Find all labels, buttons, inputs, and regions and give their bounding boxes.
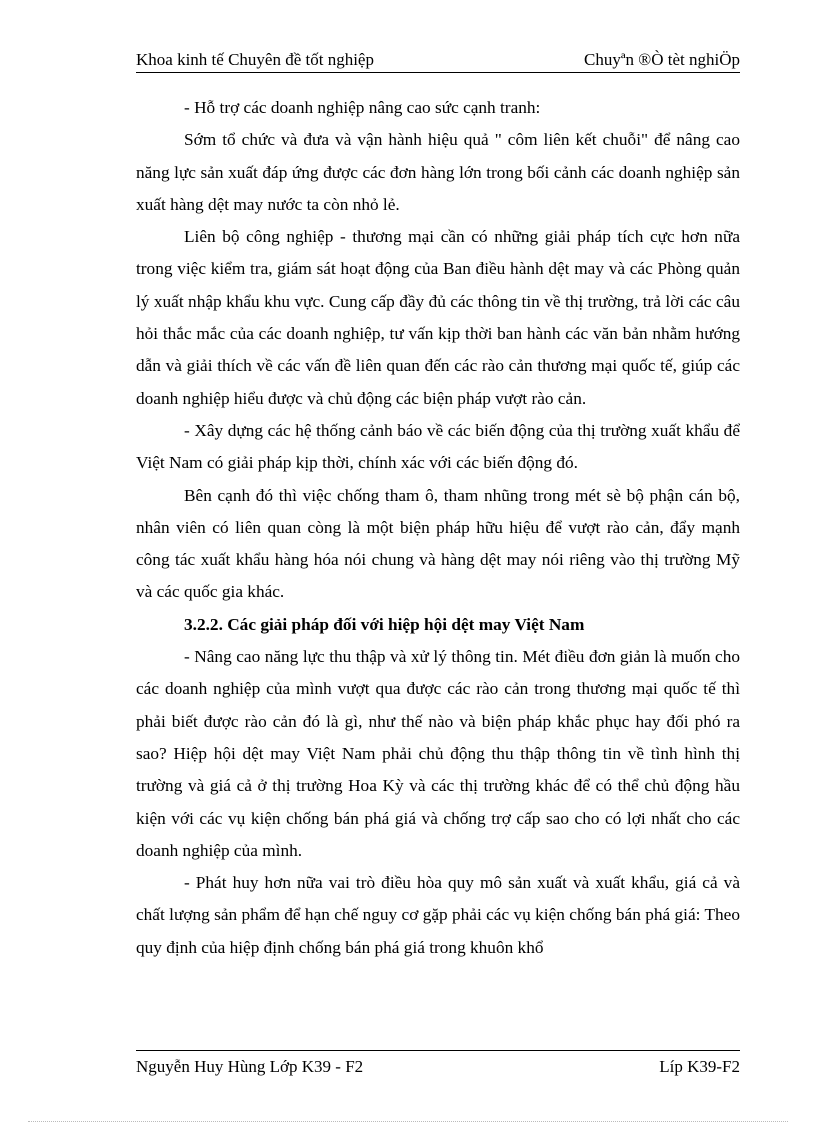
page-header <box>136 48 740 73</box>
header-right-text: Chuyªn ®Ò tèt nghiÖp <box>584 50 740 69</box>
document-body <box>136 92 740 964</box>
header-left-text: Khoa kinh tế Chuyên đề tốt nghiệp <box>136 50 374 69</box>
footer-right-text: Líp K39-F2 <box>659 1057 740 1076</box>
page-edge-divider <box>28 1121 788 1122</box>
paragraph: Bên cạnh đó thì việc chống tham ô, tham nhũng trong mét sè bộ phận cán bộ, nhân viên có liên quan còng là một biện pháp hữu hiệu để vượt rào cản, đẩy mạnh công tác xuất khẩu hàng hóa nói chung và hàng dệt may nói riêng vào thị trường Mỹ và các quốc gia khác. <box>136 485 740 602</box>
paragraph: Liên bộ công nghiệp - thương mại cần có những giải pháp tích cực hơn nữa trong việc kiểm tra, giám sát hoạt động của Ban điều hành dệt may và các Phòng quản lý xuất nhập khẩu khu vực. Cung cấp đầy đủ các thông tin về thị trường, trả lời các câu hỏi thắc mắc của các doanh nghiệp, tư vấn kịp thời ban hành các văn bản nhằm hướng dẫn và giải thích về các vấn đề liên quan đến các rào cản thương mại quốc tế, giúp các doanh nghiệp hiểu được và chủ động các biện pháp vượt rào cản. <box>136 227 740 408</box>
paragraph: - Nâng cao năng lực thu thập và xử lý thông tin. Mét điều đơn giản là muốn cho các doanh nghiệp của mình vượt qua được các rào cản trong thương mại quốc tế thì phải biết được rào cản đó là gì, như thế nào và biện pháp khắc phục hay đối phó ra sao? Hiệp hội dệt may Việt Nam phải chủ động thu thập thông tin về tình hình thị trường và giá cả ở thị trường Hoa Kỳ và các thị trường khác để có thể chủ động hầu kiện với các vụ kiện chống bán phá giá và chống trợ cấp sao cho có lợi nhất cho các doanh nghiệp của mình. <box>136 647 740 860</box>
page-footer <box>136 1050 740 1076</box>
paragraph: - Phát huy hơn nữa vai trò điều hòa quy mô sản xuất và xuất khẩu, giá cả và chất lượng sản phẩm để hạn chế nguy cơ gặp phải các vụ kiện chống bán phá giá: Theo quy định của hiệp định chống bán phá giá trong khuôn khổ <box>136 873 740 957</box>
footer-left-text: Nguyễn Huy Hùng Lớp K39 - F2 <box>136 1057 364 1076</box>
paragraph: Sớm tổ chức và đưa và vận hành hiệu quả " côm liên kết chuỗi" để nâng cao năng lực sản xuất đáp ứng được các đơn hàng lớn trong bối cảnh các doanh nghiệp sản xuất hàng dệt may nước ta còn nhỏ lẻ. <box>136 130 740 214</box>
paragraph: - Xây dựng các hệ thống cảnh báo về các biến động của thị trường xuất khẩu để Việt Nam có giải pháp kịp thời, chính xác với các biến động đó. <box>136 420 740 473</box>
section-heading: 3.2.2. Các giải pháp đối với hiệp hội dệt may Việt Nam <box>184 614 585 634</box>
paragraph: - Hỗ trợ các doanh nghiệp nâng cao sức cạnh tranh: <box>184 98 541 117</box>
